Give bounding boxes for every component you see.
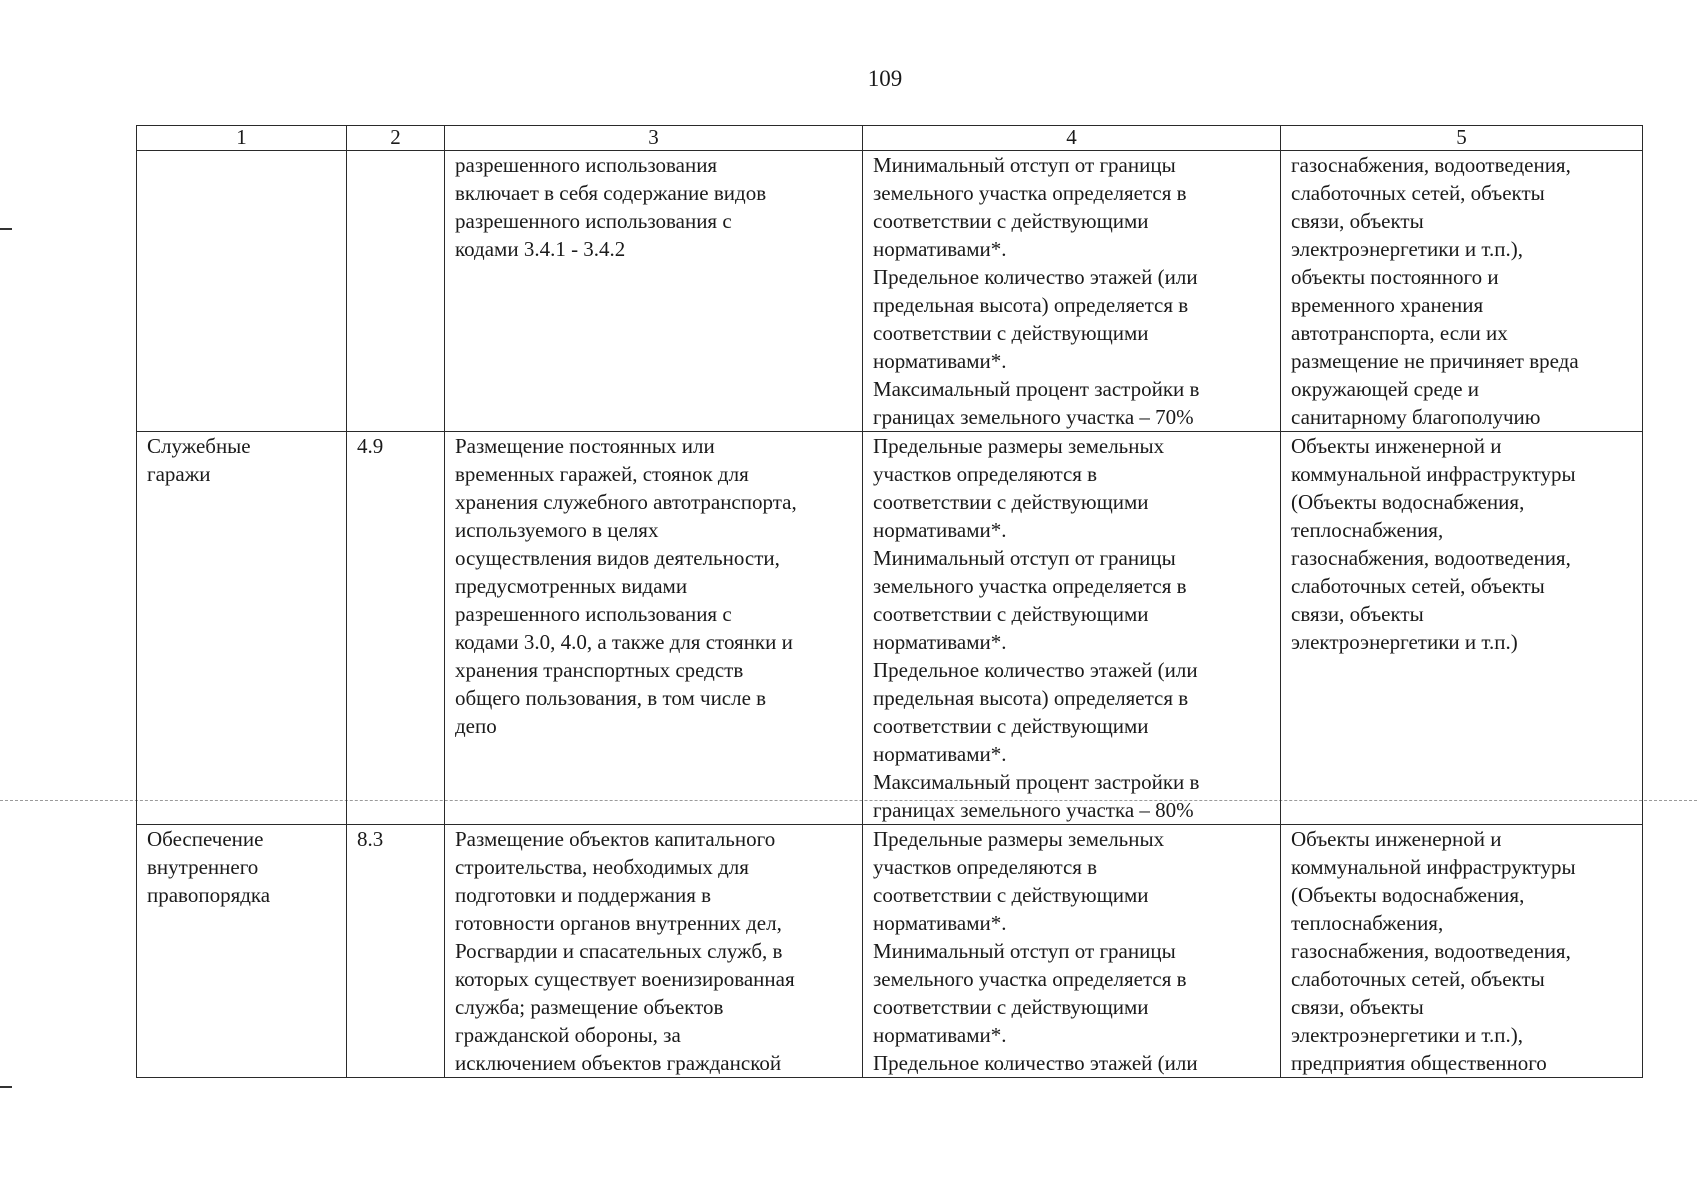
page-number: 109: [867, 66, 903, 91]
margin-mark: [0, 228, 12, 230]
parameters-cell: Предельные размеры земельных участков определяются в соответствии с действующими нормативами*. Минимальный отступ от границы земельного участка определяется в соответствии с действующими нормативами*. Предельное количество этажей (или: [863, 825, 1281, 1078]
related-objects-cell: Объекты инженерной и коммунальной инфраструктуры (Объекты водоснабжения, теплоснабжения, газоснабжения, водоотведения, слаботочных сетей, объекты связи, объекты электроэнергетики и т.п.), предприятия общественного: [1281, 825, 1643, 1078]
use-name-cell: [137, 151, 347, 432]
use-name-cell: Обеспечение внутреннего правопорядка: [137, 825, 347, 1078]
table-row: [137, 151, 1643, 432]
table-header-row: [137, 126, 1643, 151]
table-row: [137, 825, 1643, 1078]
parameters-cell: Предельные размеры земельных участков определяются в соответствии с действующими нормативами*. Минимальный отступ от границы земельного участка определяется в соответствии с действующими нормативами*. Предельное количество этажей (или предельная высота) определяется в соответствии с действующими нормативами*. Максимальный процент застройки в границах земельного участка – 80%: [863, 432, 1281, 825]
margin-mark: [0, 1086, 12, 1088]
use-description-cell: Размещение постоянных или временных гаражей, стоянок для хранения служебного автотранспорта, используемого в целях осуществления видов деятельности, предусмотренных видами разрешенного использования с кодами 3.0, 4.0, а также для стоянки и хранения транспортных средств общего пользования, в том числе в депо: [445, 432, 863, 825]
parameters-cell: Минимальный отступ от границы земельного участка определяется в соответствии с действующими нормативами*. Предельное количество этажей (или предельная высота) определяется в соответствии с действующими нормативами*. Максимальный процент застройки в границах земельного участка – 70%: [863, 151, 1281, 432]
column-header: 5: [1281, 126, 1643, 151]
use-code-cell: [347, 151, 445, 432]
use-code-cell: 4.9: [347, 432, 445, 825]
column-header: 1: [137, 126, 347, 151]
column-header: 3: [445, 126, 863, 151]
use-name-cell: Служебные гаражи: [137, 432, 347, 825]
table-row: [137, 432, 1643, 825]
land-use-table: [136, 125, 1643, 1078]
use-description-cell: разрешенного использования включает в себя содержание видов разрешенного использования с кодами 3.4.1 - 3.4.2: [445, 151, 863, 432]
column-header: 4: [863, 126, 1281, 151]
column-header: 2: [347, 126, 445, 151]
related-objects-cell: газоснабжения, водоотведения, слаботочных сетей, объекты связи, объекты электроэнергетики и т.п.), объекты постоянного и временного хранения автотранспорта, если их размещение не причиняет вреда окружающей среде и санитарному благополучию: [1281, 151, 1643, 432]
use-code-cell: 8.3: [347, 825, 445, 1078]
related-objects-cell: Объекты инженерной и коммунальной инфраструктуры (Объекты водоснабжения, теплоснабжения, газоснабжения, водоотведения, слаботочных сетей, объекты связи, объекты электроэнергетики и т.п.): [1281, 432, 1643, 825]
use-description-cell: Размещение объектов капитального строительства, необходимых для подготовки и поддержания в готовности органов внутренних дел, Росгвардии и спасательных служб, в которых существует военизированная служба; размещение объектов гражданской обороны, за исключением объектов гражданской: [445, 825, 863, 1078]
